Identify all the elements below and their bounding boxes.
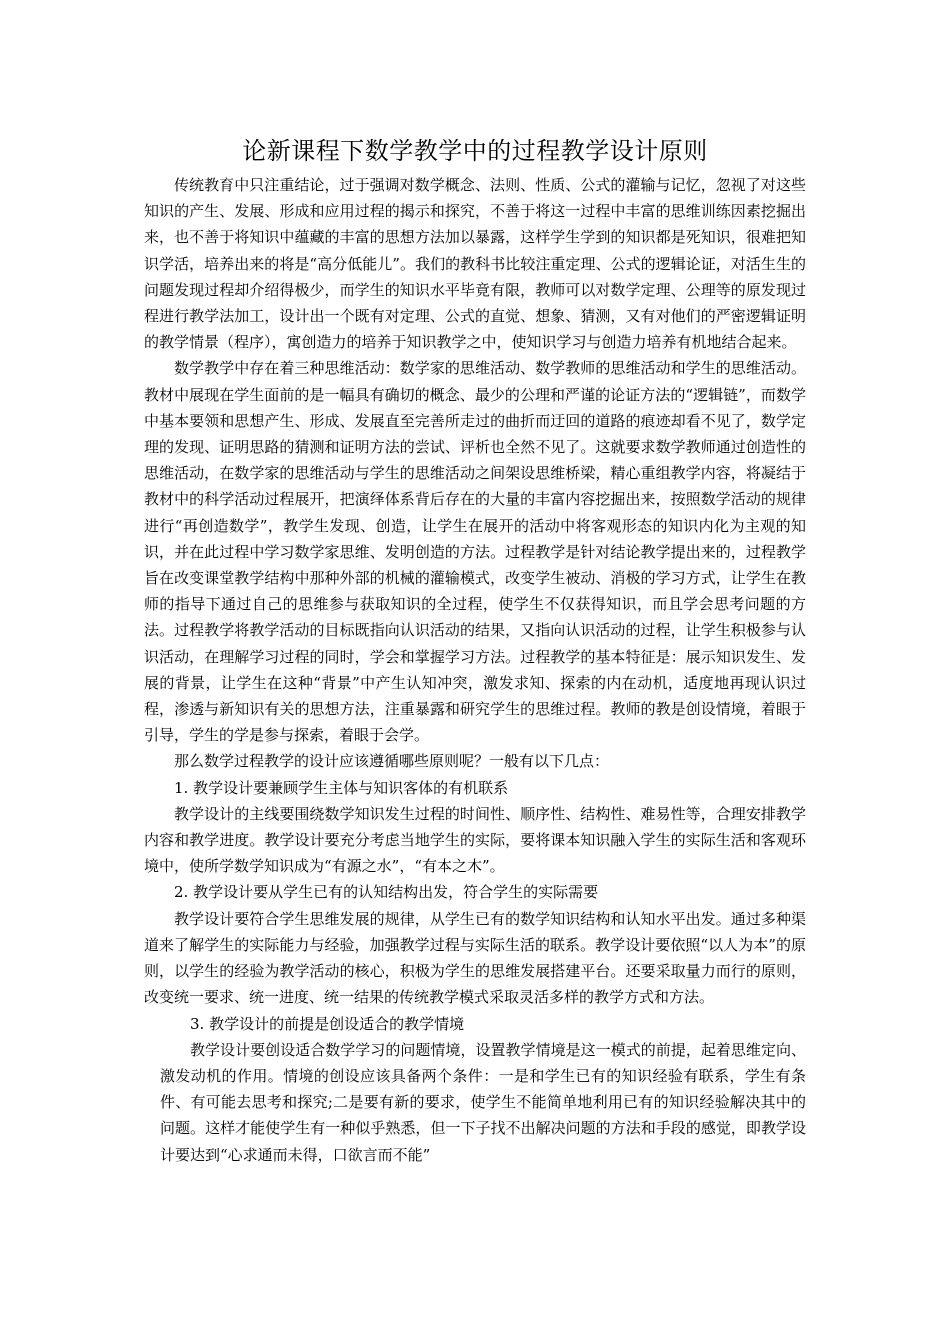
document-body <box>144 134 806 1168</box>
section-body: 教学设计要符合学生思维发展的规律，从学生已有的数学知识结构和认知水平出发。通过多种渠道来了解学生的实际能力与经验，加强教学过程与实际生活的联系。教学设计要依照“以人为本”的原则，以学生的经验为教学活动的核心，积极为学生的思维发展搭建平台。还要采取量力而行的原则，改变统一要求、统一进度、统一结果的传统教学模式采取灵活多样的教学方式和方法。 <box>144 909 806 1007</box>
document-title: 论新课程下数学教学中的过程教学设计原则 <box>242 137 708 165</box>
paragraph: 那么数学过程教学的设计应该遵循哪些原则呢？一般有以下几点： <box>174 752 610 771</box>
section-heading: 3. 教学设计的前提是创设适合的教学情境 <box>190 1014 465 1033</box>
section-heading: 1. 教学设计要兼顾学生主体与知识客体的有机联系 <box>174 778 509 797</box>
paragraph: 传统教育中只注重结论，过于强调对数学概念、法则、性质、公式的灌输与记忆，忽视了对这些知识的产生、发展、形成和应用过程的揭示和探究，不善于将这一过程中丰富的思维训练因素挖掘出来，也不善于将知识中蕴藏的丰富的思想方法加以暴露，这样学生学到的知识都是死知识，很难把知识学活，培养出来的将是“高分低能儿”。我们的教科书比较注重定理、公式的逻辑论证，对活生生的问题发现过程却介绍得极少，而学生的知识水平毕竟有限，教师可以对数学定理、公理等的原发现过程进行教学法加工，设计出一个既有对定理、公式的直觉、想象、猜测，又有对他们的严密逻辑证明的教学情景（程序），寓创造力的培养于知识教学之中，使知识学习与创造力培养有机地结合起来。 <box>144 176 806 352</box>
section-heading: 2. 教学设计要从学生已有的认知结构出发，符合学生的实际需要 <box>174 883 599 902</box>
section-body: 教学设计要创设适合数学学习的问题情境，设置教学情境是这一模式的前提，起着思维定向、激发动机的作用。情境的创设应该具备两个条件：一是和学生已有的知识经验有联系，学生有条件、有可能去思考和探究;二是要有新的要求，使学生不能简单地利用已有的知识经验解决其中的问题。这样才能使学生有一种似乎熟悉，但一下子找不出解决问题的方法和手段的感觉，即教学设计要达到“心求通而未得，口欲言而不能” <box>160 1040 806 1164</box>
paragraph: 数学教学中存在着三种思维活动：数学家的思维活动、数学教师的思维活动和学生的思维活动。教材中展现在学生面前的是一幅具有确切的概念、最少的公理和严谨的论证方法的“逻辑链”，而数学中基本要领和思想产生、形成、发展直至完善所走过的曲折而迂回的道路的痕迹却看不见了，数学定理的发现、证明思路的猜测和证明方法的尝试、评析也全然不见了。这就要求数学教师通过创造性的思维活动，在数学家的思维活动与学生的思维活动之间架设思维桥梁，精心重组教学内容，将凝结于教材中的科学活动过程展开，把演绎体系背后存在的大量的丰富内容挖掘出来，按照数学活动的规律进行“再创造数学”，教学生发现、创造，让学生在展开的活动中将客观形态的知识内化为主观的知识，并在此过程中学习数学家思维、发明创造的方法。过程教学是针对结论教学提出来的，过程教学旨在改变课堂教学结构中那种外部的机械的灌输模式，改变学生被动、消极的学习方式，让学生在教师的指导下通过自己的思维参与获取知识的全过程，使学生不仅获得知识，而且学会思考问题的方法。过程教学将教学活动的目标既指向认识活动的结果，又指向认识活动的过程，让学生积极参与认识活动，在理解学习过程的同时，学会和掌握学习方法。过程教学的基本特征是：展示知识发生、发展的背景，让学生在这种“背景”中产生认知冲突，激发求知、探索的内在动机，适度地再现认识过程，渗透与新知识有关的思想方法，注重暴露和研究学生的思维过程。教师的教是创设情境，着眼于引导，学生的学是参与探索，着眼于会学。 <box>144 359 806 745</box>
section-body: 教学设计的主线要围绕数学知识发生过程的时间性、顺序性、结构性、难易性等，合理安排教学内容和教学进度。教学设计要充分考虑当地学生的实际，要将课本知识融入学生的实际生活和客观环境中，使所学数学知识成为“有源之水”，“有本之木”。 <box>144 804 806 876</box>
